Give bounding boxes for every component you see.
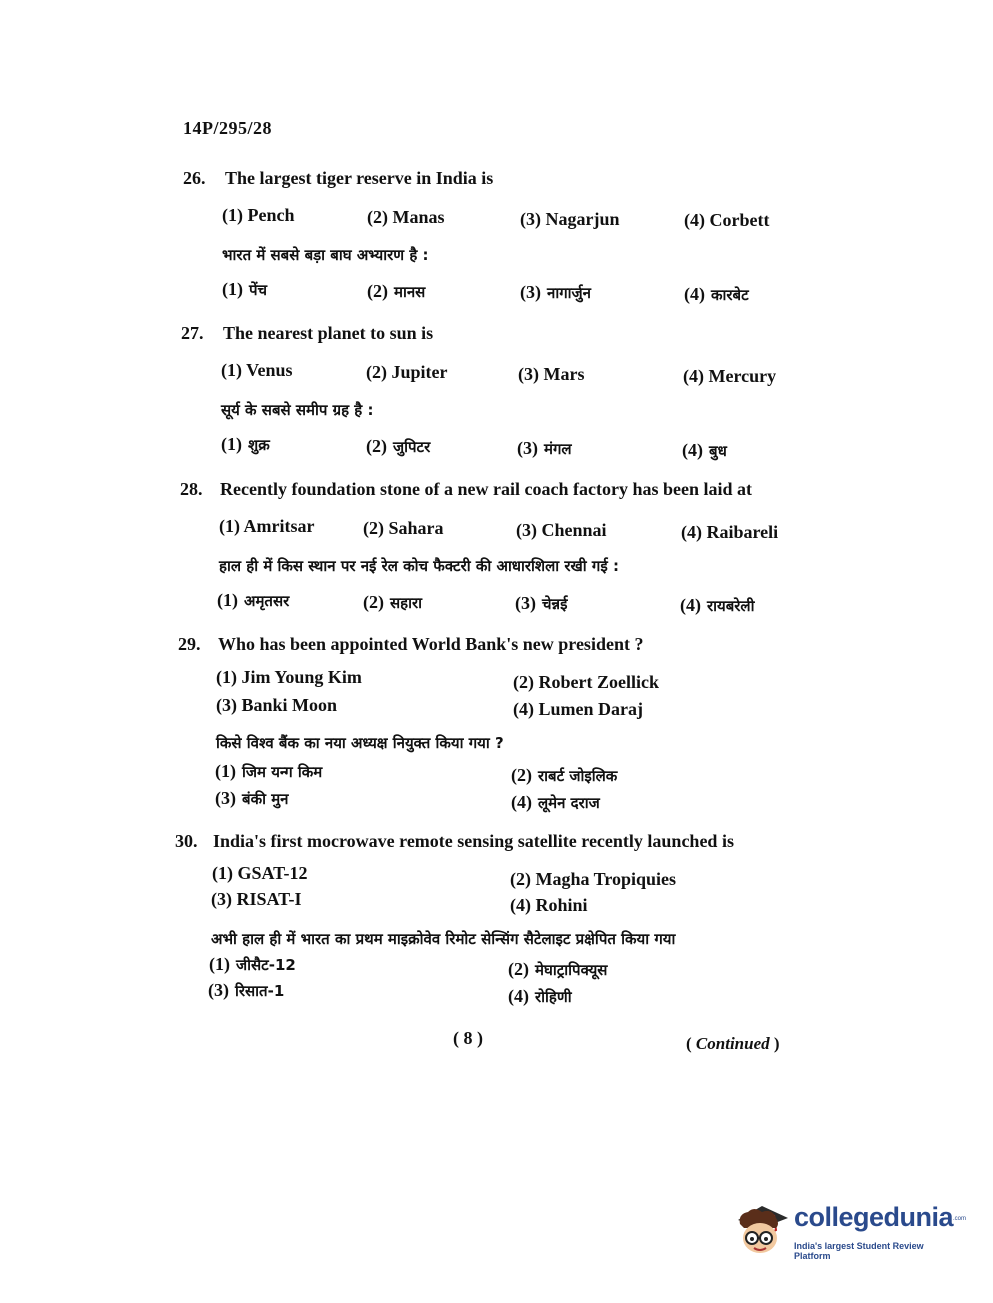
question-number: 27. [181, 323, 204, 343]
hindi-option-2: (2) सहारा [363, 592, 423, 612]
logo-domain: .com [953, 1216, 967, 1222]
question-number: 26. [183, 168, 206, 188]
option-1: (1) Venus [221, 360, 293, 380]
logo-tagline: India's largest Student Review Platform [794, 1241, 924, 1261]
hindi-option-3: (3) रिसात-1 [208, 980, 285, 1000]
hindi-option-4: (4) लूमेन दराज [511, 792, 600, 812]
option-3: (3) Mars [518, 364, 585, 384]
option-4: (4) Rohini [510, 895, 588, 915]
question-text: The nearest planet to sun is [223, 323, 434, 343]
option-3: (3) Banki Moon [216, 695, 338, 715]
option-1: (1) GSAT-12 [212, 863, 308, 883]
option-3: (3) RISAT-I [211, 889, 302, 909]
option-2: (2) Manas [367, 207, 445, 227]
question-number: 28. [180, 479, 203, 499]
option-2: (2) Robert Zoellick [513, 672, 659, 692]
option-3: (3) Nagarjun [520, 209, 620, 229]
hindi-option-4: (4) बुध [682, 440, 727, 460]
hindi-option-2: (2) मेघाट्रापिक्यूस [508, 959, 608, 979]
question-text-hindi: भारत में सबसे बड़ा बाघ अभ्यारण है : [222, 246, 429, 264]
hindi-option-1: (1) शुक्र [221, 434, 270, 454]
hindi-option-1: (1) जिम यन्ग किम [215, 761, 323, 781]
question-text-hindi: अभी हाल ही में भारत का प्रथम माइक्रोवेव रिमोट सेन्सिंग सैटेलाइट प्रक्षेपित किया गया [211, 930, 676, 948]
option-2: (2) Sahara [363, 518, 444, 538]
logo-wordmark: collegedunia [794, 1202, 954, 1232]
question-number: 30. [175, 831, 198, 851]
question-text-hindi: हाल ही में किस स्थान पर नई रेल कोच फैक्टरी की आधारशिला रखी गई : [219, 557, 619, 575]
hindi-option-4: (4) रोहिणी [508, 986, 572, 1006]
question-text: Recently foundation stone of a new rail coach factory has been laid at [220, 479, 752, 499]
hindi-option-2: (2) मानस [367, 281, 426, 301]
hindi-option-3: (3) बंकी मुन [215, 788, 289, 808]
hindi-option-4: (4) कारबेट [684, 284, 749, 304]
question-text: Who has been appointed World Bank's new president ? [218, 634, 644, 654]
hindi-option-2: (2) जुपिटर [366, 436, 431, 456]
option-1: (1) Pench [222, 205, 295, 225]
question-number: 29. [178, 634, 201, 654]
paper-code: 14P/295/28 [183, 118, 272, 138]
option-3: (3) Chennai [516, 520, 607, 540]
hindi-option-2: (2) राबर्ट जोइलिक [511, 765, 618, 785]
question-text: The largest tiger reserve in India is [225, 168, 494, 188]
continued-note: ( Continued ) [686, 1034, 780, 1053]
option-4: (4) Raibareli [681, 522, 779, 542]
hindi-option-1: (1) पेंच [222, 279, 268, 299]
hindi-option-3: (3) चेन्नई [515, 593, 568, 613]
hindi-option-3: (3) नागार्जुन [520, 282, 591, 302]
option-2: (2) Magha Tropiquies [510, 869, 677, 889]
option-1: (1) Amritsar [219, 516, 315, 536]
option-4: (4) Lumen Daraj [513, 699, 643, 719]
hindi-option-4: (4) रायबरेली [680, 595, 755, 615]
hindi-option-1: (1) अमृतसर [217, 590, 290, 610]
hindi-option-3: (3) मंगल [517, 438, 572, 458]
collegedunia-logo [732, 1196, 967, 1262]
question-text-hindi: किसे विश्व बैंक का नया अध्यक्ष नियुक्त किया गया ? [216, 734, 504, 752]
page-number: ( 8 ) [453, 1028, 483, 1048]
question-text: India's first mocrowave remote sensing satellite recently launched is [213, 831, 734, 851]
mascot-icon [732, 1198, 792, 1260]
option-4: (4) Corbett [684, 210, 770, 230]
option-1: (1) Jim Young Kim [216, 667, 362, 687]
option-4: (4) Mercury [683, 366, 777, 386]
hindi-option-1: (1) जीसैट-12 [209, 954, 296, 974]
option-2: (2) Jupiter [366, 362, 448, 382]
question-text-hindi: सूर्य के सबसे समीप ग्रह है : [221, 401, 374, 419]
